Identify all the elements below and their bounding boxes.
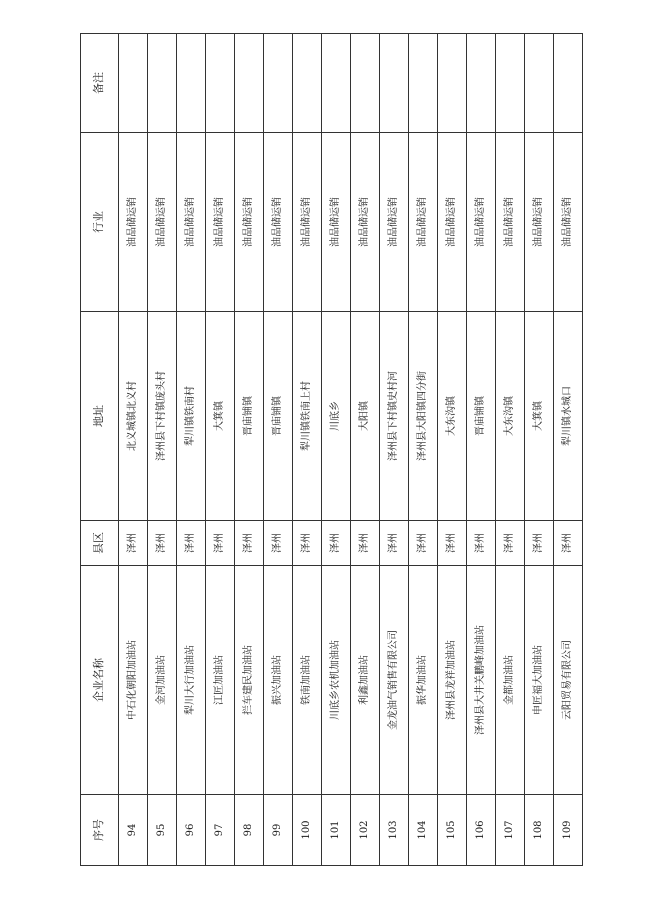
- cell-seq: 100: [293, 795, 322, 866]
- cell-name: 江匠加油站: [206, 566, 235, 795]
- cell-seq: 104: [409, 795, 438, 866]
- cell-name: 云阳贸易有限公司: [554, 566, 583, 795]
- cell-name: 振华加油站: [409, 566, 438, 795]
- table-row: [496, 34, 525, 866]
- cell-industry: 油品储运销: [119, 133, 148, 312]
- cell-industry: 油品储运销: [293, 133, 322, 312]
- cell-remarks: [206, 34, 235, 133]
- cell-seq: 97: [206, 795, 235, 866]
- cell-address: 大箕镇: [206, 312, 235, 521]
- cell-address: 大箕镇: [525, 312, 554, 521]
- cell-industry: 油品储运销: [264, 133, 293, 312]
- table-row: [467, 34, 496, 866]
- cell-remarks: [293, 34, 322, 133]
- cell-industry: 油品储运销: [496, 133, 525, 312]
- cell-seq: 94: [119, 795, 148, 866]
- cell-address: 泽州县下村镇庞头村: [148, 312, 177, 521]
- cell-name: 泽州县大井关鹏峰加油站: [467, 566, 496, 795]
- cell-county: 泽州: [119, 521, 148, 566]
- cell-name: 犁川大行加油站: [177, 566, 206, 795]
- cell-seq: 106: [467, 795, 496, 866]
- cell-seq: 107: [496, 795, 525, 866]
- cell-county: 泽州: [496, 521, 525, 566]
- cell-county: 泽州: [148, 521, 177, 566]
- cell-name: 川底乡农机加油站: [322, 566, 351, 795]
- cell-remarks: [177, 34, 206, 133]
- cell-name: 利鑫加油站: [351, 566, 380, 795]
- cell-industry: 油品储运销: [148, 133, 177, 312]
- cell-county: 泽州: [438, 521, 467, 566]
- cell-county: 泽州: [409, 521, 438, 566]
- cell-name: 泽州县龙祥加油站: [438, 566, 467, 795]
- table-container: [80, 72, 580, 866]
- table-row: [351, 34, 380, 866]
- cell-industry: 油品储运销: [380, 133, 409, 312]
- cell-county: 泽州: [235, 521, 264, 566]
- cell-seq: 99: [264, 795, 293, 866]
- table-body: [119, 34, 583, 866]
- header-remarks: 备注: [81, 34, 119, 133]
- header-seq: 序号: [81, 795, 119, 866]
- cell-seq: 101: [322, 795, 351, 866]
- cell-seq: 103: [380, 795, 409, 866]
- cell-county: 泽州: [322, 521, 351, 566]
- table-row: [525, 34, 554, 866]
- cell-name: 金龙油气销售有限公司: [380, 566, 409, 795]
- cell-county: 泽州: [380, 521, 409, 566]
- cell-remarks: [525, 34, 554, 133]
- cell-remarks: [119, 34, 148, 133]
- cell-county: 泽州: [206, 521, 235, 566]
- cell-industry: 油品储运销: [467, 133, 496, 312]
- cell-address: 晋庙铺镇: [467, 312, 496, 521]
- cell-address: 犁川镇铁南上村: [293, 312, 322, 521]
- table-row: [148, 34, 177, 866]
- table-row: [293, 34, 322, 866]
- cell-remarks: [235, 34, 264, 133]
- cell-name: 金都加油站: [496, 566, 525, 795]
- cell-seq: 96: [177, 795, 206, 866]
- cell-county: 泽州: [264, 521, 293, 566]
- cell-address: 晋庙铺镇: [264, 312, 293, 521]
- cell-industry: 油品储运销: [206, 133, 235, 312]
- cell-address: 北义城镇北义村: [119, 312, 148, 521]
- cell-seq: 109: [554, 795, 583, 866]
- cell-seq: 98: [235, 795, 264, 866]
- cell-address: 大东沟镇: [496, 312, 525, 521]
- header-address: 地址: [81, 312, 119, 521]
- header-industry: 行业: [81, 133, 119, 312]
- cell-industry: 油品储运销: [322, 133, 351, 312]
- cell-remarks: [322, 34, 351, 133]
- table-row: [438, 34, 467, 866]
- cell-industry: 油品储运销: [177, 133, 206, 312]
- cell-address: 大东沟镇: [438, 312, 467, 521]
- cell-remarks: [264, 34, 293, 133]
- cell-county: 泽州: [525, 521, 554, 566]
- table-row: [554, 34, 583, 866]
- cell-address: 晋庙铺镇: [235, 312, 264, 521]
- cell-industry: 油品储运销: [525, 133, 554, 312]
- cell-address: 犁川镇水城口: [554, 312, 583, 521]
- cell-seq: 108: [525, 795, 554, 866]
- table-row: [322, 34, 351, 866]
- cell-address: 泽州县大阳镇四分街: [409, 312, 438, 521]
- table-row: [235, 34, 264, 866]
- cell-seq: 105: [438, 795, 467, 866]
- cell-seq: 102: [351, 795, 380, 866]
- cell-name: 铁南加油站: [293, 566, 322, 795]
- table-row: [409, 34, 438, 866]
- cell-address: 大阳镇: [351, 312, 380, 521]
- cell-remarks: [554, 34, 583, 133]
- cell-county: 泽州: [177, 521, 206, 566]
- cell-name: 拦车建民加油站: [235, 566, 264, 795]
- cell-name: 中石化朝阳加油站: [119, 566, 148, 795]
- table-row: [119, 34, 148, 866]
- cell-county: 泽州: [467, 521, 496, 566]
- cell-name: 金河加油站: [148, 566, 177, 795]
- cell-county: 泽州: [554, 521, 583, 566]
- cell-county: 泽州: [293, 521, 322, 566]
- table-row: [206, 34, 235, 866]
- header-name: 企业名称: [81, 566, 119, 795]
- cell-address: 泽州县下村镇史村河: [380, 312, 409, 521]
- enterprise-table: [80, 33, 583, 866]
- cell-industry: 油品储运销: [235, 133, 264, 312]
- cell-industry: 油品储运销: [554, 133, 583, 312]
- cell-remarks: [148, 34, 177, 133]
- cell-remarks: [409, 34, 438, 133]
- cell-industry: 油品储运销: [438, 133, 467, 312]
- cell-seq: 95: [148, 795, 177, 866]
- cell-remarks: [351, 34, 380, 133]
- table-header-row: [81, 34, 119, 866]
- table-row: [264, 34, 293, 866]
- cell-county: 泽州: [351, 521, 380, 566]
- table-row: [177, 34, 206, 866]
- cell-remarks: [467, 34, 496, 133]
- cell-name: 申匠福大加油站: [525, 566, 554, 795]
- cell-name: 振兴加油站: [264, 566, 293, 795]
- cell-remarks: [438, 34, 467, 133]
- cell-industry: 油品储运销: [351, 133, 380, 312]
- cell-industry: 油品储运销: [409, 133, 438, 312]
- cell-address: 川底乡: [322, 312, 351, 521]
- cell-remarks: [496, 34, 525, 133]
- cell-remarks: [380, 34, 409, 133]
- header-county: 县区: [81, 521, 119, 566]
- cell-address: 犁川镇铁南村: [177, 312, 206, 521]
- table-row: [380, 34, 409, 866]
